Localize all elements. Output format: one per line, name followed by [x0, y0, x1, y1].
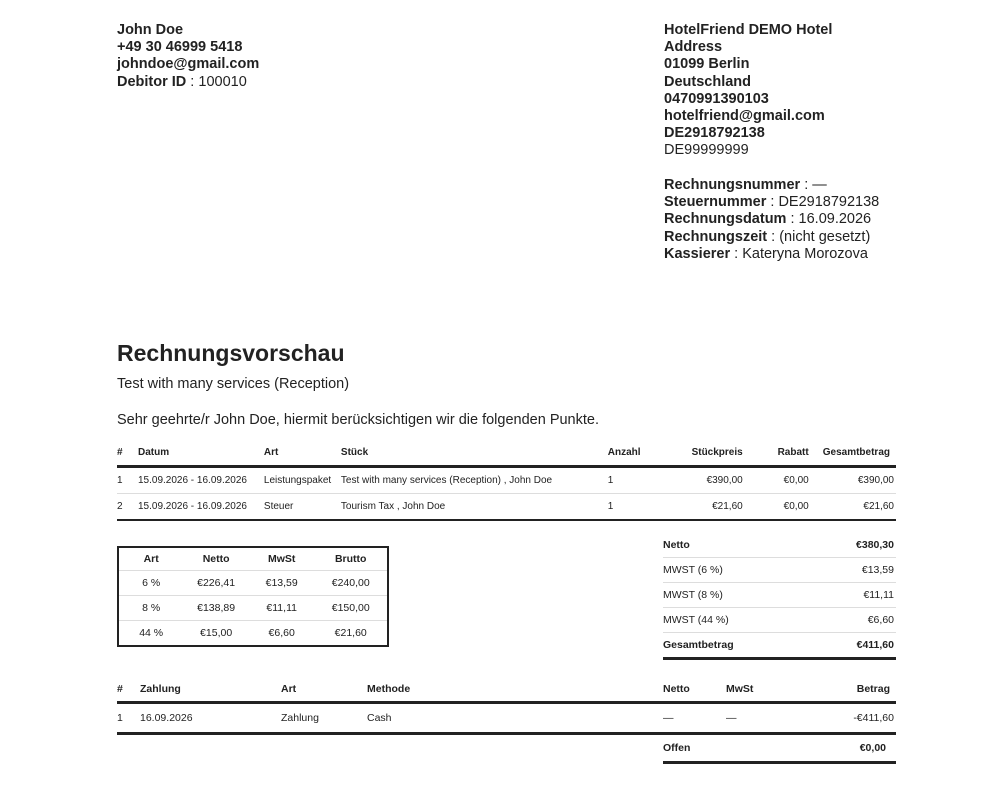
- col-item: Stück: [340, 446, 369, 458]
- tax-breakdown-table: [117, 546, 389, 647]
- invoice-meta-row: Rechnungsnummer : —: [664, 177, 827, 193]
- col-type: Art: [263, 446, 279, 458]
- totals-row: Netto €380,30: [663, 533, 896, 558]
- open-balance-label: Offen: [663, 742, 691, 754]
- pay-col-net: Netto: [663, 683, 690, 695]
- greeting-text: Sehr geehrte/r John Doe, hiermit berücksichtigen wir die folgenden Punkte.: [117, 412, 599, 428]
- col-quantity: Anzahl: [607, 446, 641, 458]
- totals-table: [663, 533, 896, 660]
- customer-email: johndoe@gmail.com: [117, 56, 260, 73]
- pay-col-amount: Betrag: [856, 683, 890, 695]
- tax-col-gross: Brutto: [334, 553, 367, 565]
- table-row: 6 % €226,41 €13,59 €240,00: [118, 571, 388, 596]
- hotel-city: 01099 Berlin: [664, 56, 750, 73]
- pay-col-vat: MwSt: [726, 683, 754, 695]
- invoice-meta-row: Steuernummer : DE2918792138: [664, 194, 880, 211]
- customer-phone: +49 30 46999 5418: [117, 39, 243, 56]
- hotel-tax-id: DE2918792138: [664, 125, 765, 142]
- invoice-meta-row: Rechnungszeit : (nicht gesetzt): [664, 228, 871, 245]
- items-table: [117, 441, 896, 521]
- totals-grand-total: Gesamtbetrag €411,60: [663, 633, 896, 659]
- col-date: Datum: [137, 446, 170, 458]
- page-subtitle: Test with many services (Reception): [117, 376, 350, 392]
- open-balance: [663, 735, 896, 764]
- customer-name: John Doe: [117, 22, 184, 38]
- payments-table-header: [117, 677, 896, 703]
- pay-col-method: Methode: [367, 683, 411, 695]
- totals-row: MWST (44 %) €6,60: [663, 608, 896, 633]
- table-row: 44 % €15,00 €6,60 €21,60: [118, 621, 388, 647]
- open-balance-row: [663, 735, 896, 763]
- page-title: Rechnungsvorschau: [117, 340, 345, 366]
- pay-col-number: #: [117, 683, 123, 695]
- tax-col-vat: MwSt: [267, 553, 296, 565]
- hotel-name: HotelFriend DEMO Hotel: [664, 22, 833, 38]
- hotel-country: Deutschland: [664, 73, 752, 90]
- open-balance-value: €0,00: [859, 742, 886, 754]
- tax-col-rate: Art: [143, 553, 159, 565]
- hotel-street: Address: [664, 39, 723, 56]
- debitor-id: Debitor ID : 100010: [117, 73, 247, 90]
- col-total: Gesamtbetrag: [822, 446, 890, 458]
- col-number: #: [117, 446, 123, 458]
- table-row: 8 % €138,89 €11,11 €150,00: [118, 596, 388, 621]
- pay-col-payment: Zahlung: [140, 683, 181, 695]
- table-row: 1 16.09.2026 Zahlung Cash — — -€411,60: [117, 703, 896, 734]
- hotel-email: hotelfriend@gmail.com: [664, 108, 825, 125]
- table-row: 1 15.09.2026 - 16.09.2026 Leistungspaket Test with many services (Reception) , John Doe 1 €390,00 €0,00 €390,00: [117, 467, 896, 494]
- totals-row: MWST (6 %) €13,59: [663, 558, 896, 583]
- invoice-meta-row: Rechnungsdatum : 16.09.2026: [664, 211, 872, 228]
- col-unit-price: Stückpreis: [691, 446, 743, 458]
- tax-table-header: [118, 547, 388, 571]
- invoice-meta-row: Kassierer : Kateryna Morozova: [664, 245, 868, 262]
- hotel-vat-id: DE99999999: [664, 142, 749, 159]
- payments-table: [117, 677, 896, 735]
- totals-row: MWST (8 %) €11,11: [663, 583, 896, 608]
- table-row: 2 15.09.2026 - 16.09.2026 Steuer Tourism Tax , John Doe 1 €21,60 €0,00 €21,60: [117, 494, 896, 521]
- items-table-header: [117, 441, 896, 467]
- hotel-address: [664, 22, 832, 160]
- col-discount: Rabatt: [777, 446, 809, 458]
- pay-col-type: Art: [281, 683, 297, 695]
- customer-address: [117, 22, 259, 91]
- tax-col-net: Netto: [202, 553, 230, 565]
- hotel-phone: 0470991390103: [664, 90, 769, 107]
- invoice-meta: [664, 177, 879, 263]
